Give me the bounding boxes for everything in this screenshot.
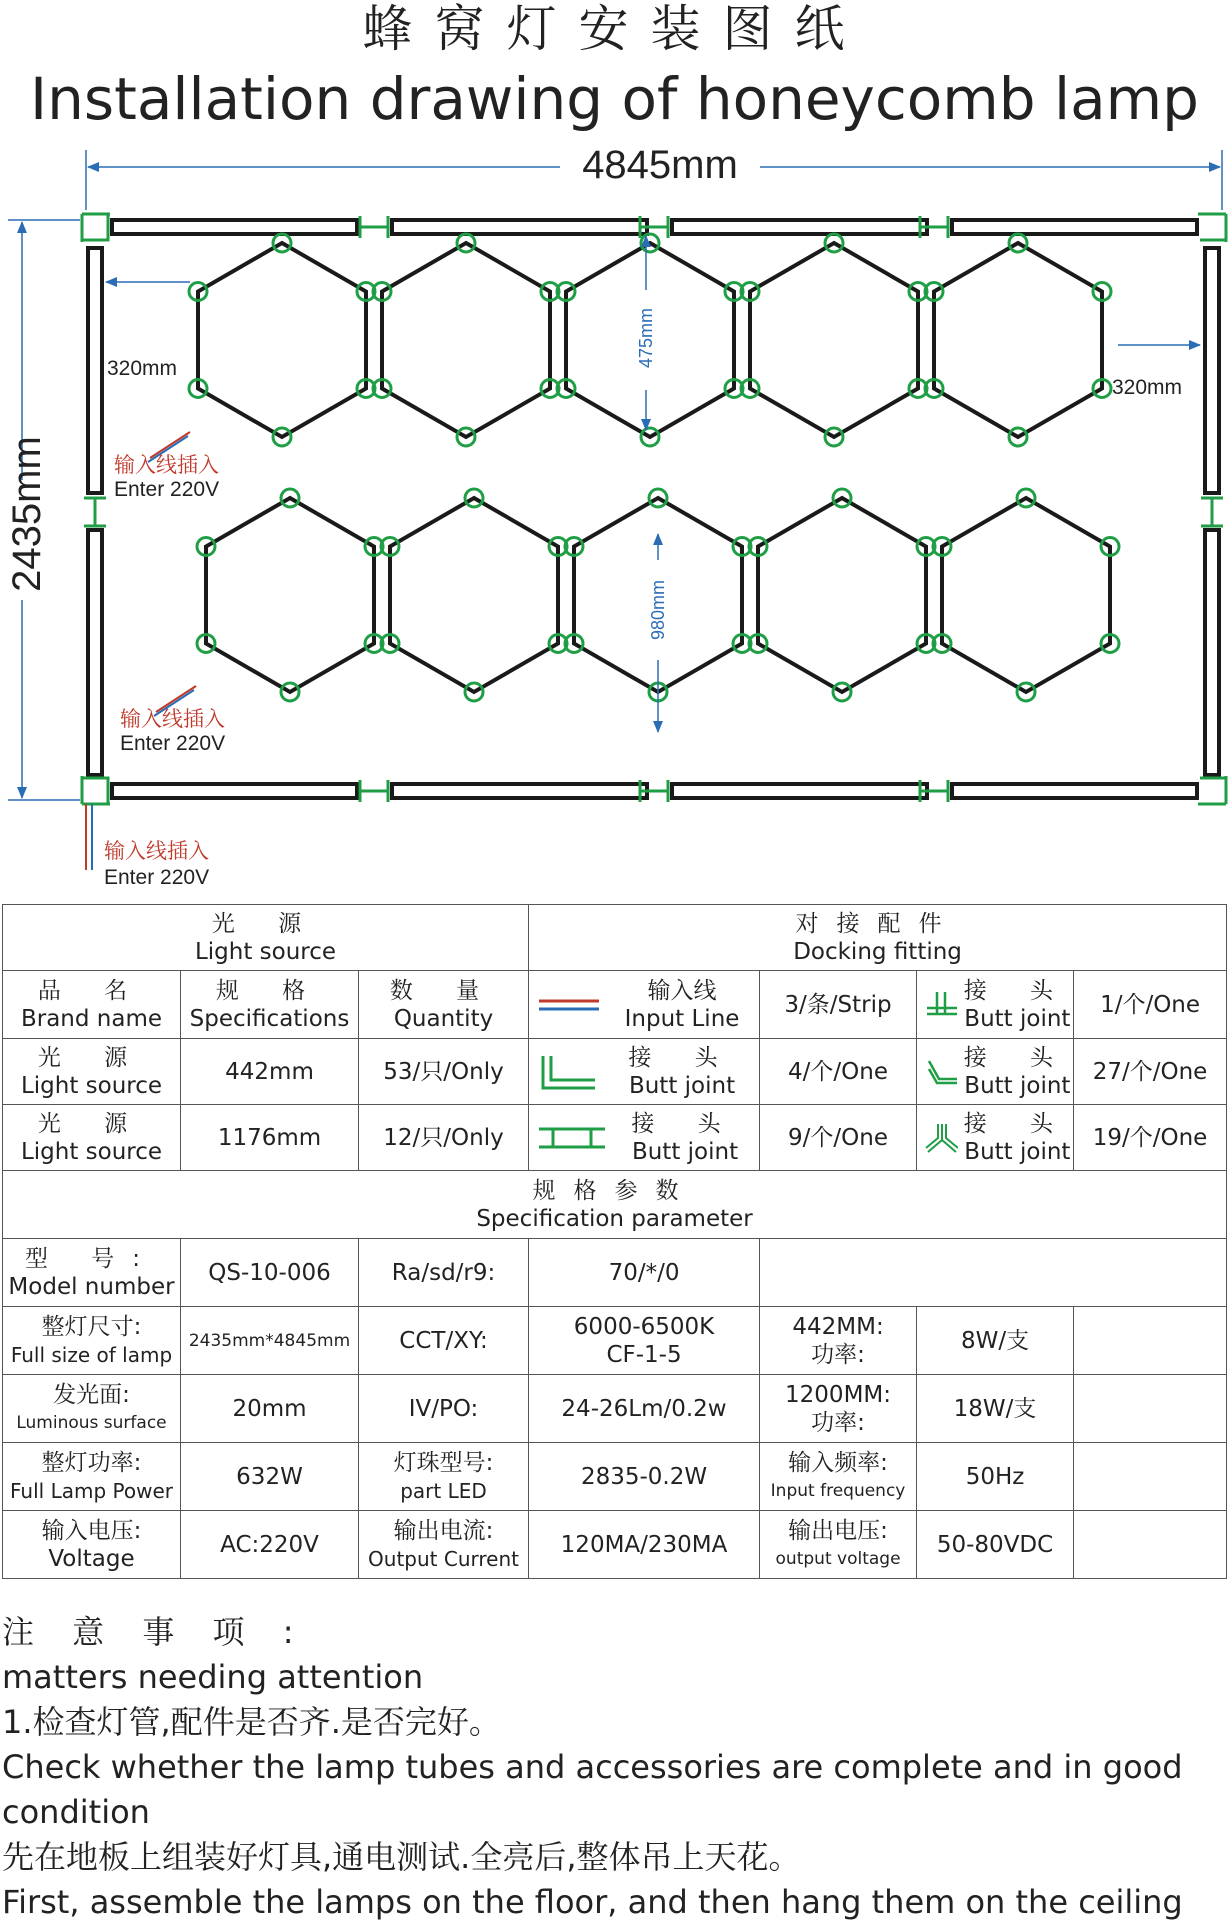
power-input-3 (86, 804, 209, 889)
param-ra-value: 70/*/0 (529, 1239, 760, 1307)
param-cct-value: 6000-6500K CF-1-5 (529, 1307, 760, 1375)
input-line-icon (537, 990, 601, 1020)
height-label: 2435mm (5, 436, 49, 592)
row2-qty: 12/只/Only (359, 1105, 529, 1171)
note-1-cn: 1.检查灯管,配件是否齐.是否完好。 (2, 1703, 501, 1741)
hex-inner-label: 475mm (636, 307, 656, 369)
hexagon-1-2 (382, 243, 550, 437)
hexagon-1-1 (198, 243, 366, 437)
param-current-label: 输出电流: Output Current (359, 1511, 529, 1579)
fitting-y-joint-qty: 19/个/One (1074, 1105, 1227, 1171)
note-2-en: First, assemble the lamps on the floor, and then hang them on the ceiling (2, 1883, 1183, 1921)
title-english: Installation drawing of honeycomb lamp (30, 65, 1199, 133)
width-dimension (86, 143, 1222, 210)
row1-name: 光 源 Light source (3, 1039, 181, 1105)
param-luminous-label: 发光面: Luminous surface (3, 1375, 181, 1443)
hexagon-2-2 (390, 498, 558, 692)
param-iv-value: 24-26Lm/0.2w (529, 1375, 760, 1443)
light-source-header: 光 源 Light source (3, 905, 529, 971)
param-empty-4 (1074, 1443, 1227, 1511)
fitting-straight-joint-qty: 9/个/One (760, 1105, 917, 1171)
hexagon-2-5 (942, 498, 1110, 692)
spec-parameter-header: 规格参数 Specification parameter (3, 1171, 1227, 1239)
right-margin-label: 320mm (1112, 376, 1183, 399)
spec-table (2, 904, 1227, 1579)
fitting-angle-joint: 接 头 Butt joint (917, 1039, 1074, 1105)
row2-name: 光 源 Light source (3, 1105, 181, 1171)
param-voltage-value: AC:220V (181, 1511, 359, 1579)
param-voltage-label: 输入电压: Voltage (3, 1511, 181, 1579)
left-margin-label: 320mm (107, 357, 178, 380)
param-led-label: 灯珠型号: part LED (359, 1443, 529, 1511)
hexagon-2-4 (758, 498, 926, 692)
col-specifications: 规 格 Specifications (181, 971, 359, 1039)
outer-frame (88, 220, 1219, 798)
param-frequency-value: 50Hz (917, 1443, 1074, 1511)
input-1-en: Enter 220V (114, 478, 220, 501)
param-442-power-label: 442MM: 功率: (760, 1307, 917, 1375)
fitting-input-line-qty: 3/条/Strip (760, 971, 917, 1039)
param-current-value: 120MA/230MA (529, 1511, 760, 1579)
param-iv-label: IV/PO: (359, 1375, 529, 1443)
docking-fitting-header: 对接配件 Docking fitting (529, 905, 1227, 971)
param-ra-label: Ra/sd/r9: (359, 1239, 529, 1307)
row2-spec: 1176mm (181, 1105, 359, 1171)
param-empty-2 (1074, 1307, 1227, 1375)
fitting-corner-joint-qty: 4/个/One (760, 1039, 917, 1105)
t-joint-icon (925, 988, 958, 1022)
param-full-power-value: 632W (181, 1443, 359, 1511)
frame-connectors (82, 214, 1226, 804)
installation-drawing (0, 140, 1229, 900)
fitting-t-joint: 接 头 Butt joint (917, 971, 1074, 1039)
power-input-1 (114, 432, 219, 501)
row1-spec: 442mm (181, 1039, 359, 1105)
note-2-cn: 先在地板上组装好灯具,通电测试.全亮后,整体吊上天花。 (2, 1838, 801, 1876)
y-joint-icon (925, 1120, 958, 1156)
param-output-voltage-label: 输出电压: output voltage (760, 1511, 917, 1579)
title-chinese: 蜂窝灯安装图纸 (362, 0, 867, 58)
fitting-corner-joint: 接 头 Butt joint (529, 1039, 760, 1105)
notes-section (2, 1610, 1226, 1925)
param-empty-5 (1074, 1511, 1227, 1579)
height-dimension (5, 220, 80, 800)
param-luminous-value: 20mm (181, 1375, 359, 1443)
col-quantity: 数 量 Quantity (359, 971, 529, 1039)
input-2-cn: 输入线插入 (120, 707, 225, 731)
fitting-y-joint: 接 头 Butt joint (917, 1105, 1074, 1171)
input-3-en: Enter 220V (104, 866, 210, 889)
power-input-2 (120, 686, 225, 755)
param-led-value: 2835-0.2W (529, 1443, 760, 1511)
width-label: 4845mm (582, 143, 738, 187)
notes-heading-en: matters needing attention (2, 1658, 424, 1696)
param-cct-label: CCT/XY: (359, 1307, 529, 1375)
hexagon-1-4 (750, 243, 918, 437)
param-model-label: 型 号: Model number (3, 1239, 181, 1307)
param-1200-power-value: 18W/支 (917, 1375, 1074, 1443)
hex-dimensions (636, 236, 668, 732)
hex-height-label: 980mm (648, 579, 668, 641)
col-brand-name: 品 名 Brand name (3, 971, 181, 1039)
param-empty-3 (1074, 1375, 1227, 1443)
param-size-value: 2435mm*4845mm (181, 1307, 359, 1375)
param-full-power-label: 整灯功率: Full Lamp Power (3, 1443, 181, 1511)
param-output-voltage-value: 50-80VDC (917, 1511, 1074, 1579)
fitting-straight-joint: 接 头 Butt joint (529, 1105, 760, 1171)
param-frequency-label: 输入频率: Input frequency (760, 1443, 917, 1511)
note-1-en: Check whether the lamp tubes and accessories are complete and in good condition (2, 1748, 1183, 1831)
fitting-angle-joint-qty: 27/个/One (1074, 1039, 1227, 1105)
param-1200-power-label: 1200MM: 功率: (760, 1375, 917, 1443)
param-empty (760, 1239, 1227, 1307)
row1-qty: 53/只/Only (359, 1039, 529, 1105)
input-3-cn: 输入线插入 (104, 839, 209, 863)
hexagon-2-1 (206, 498, 374, 692)
straight-joint-icon (537, 1123, 607, 1153)
notes-heading-cn: 注 意 事 项 : (2, 1613, 308, 1651)
param-model-value: QS-10-006 (181, 1239, 359, 1307)
input-2-en: Enter 220V (120, 732, 226, 755)
corner-joint-icon (537, 1052, 601, 1092)
input-1-cn: 输入线插入 (114, 453, 219, 477)
fitting-t-joint-qty: 1/个/One (1074, 971, 1227, 1039)
param-size-label: 整灯尺寸: Full size of lamp (3, 1307, 181, 1375)
fitting-input-line: 输入线 Input Line (529, 971, 760, 1039)
hexagon-1-5 (934, 243, 1102, 437)
angle-joint-icon (925, 1055, 958, 1089)
param-442-power-value: 8W/支 (917, 1307, 1074, 1375)
